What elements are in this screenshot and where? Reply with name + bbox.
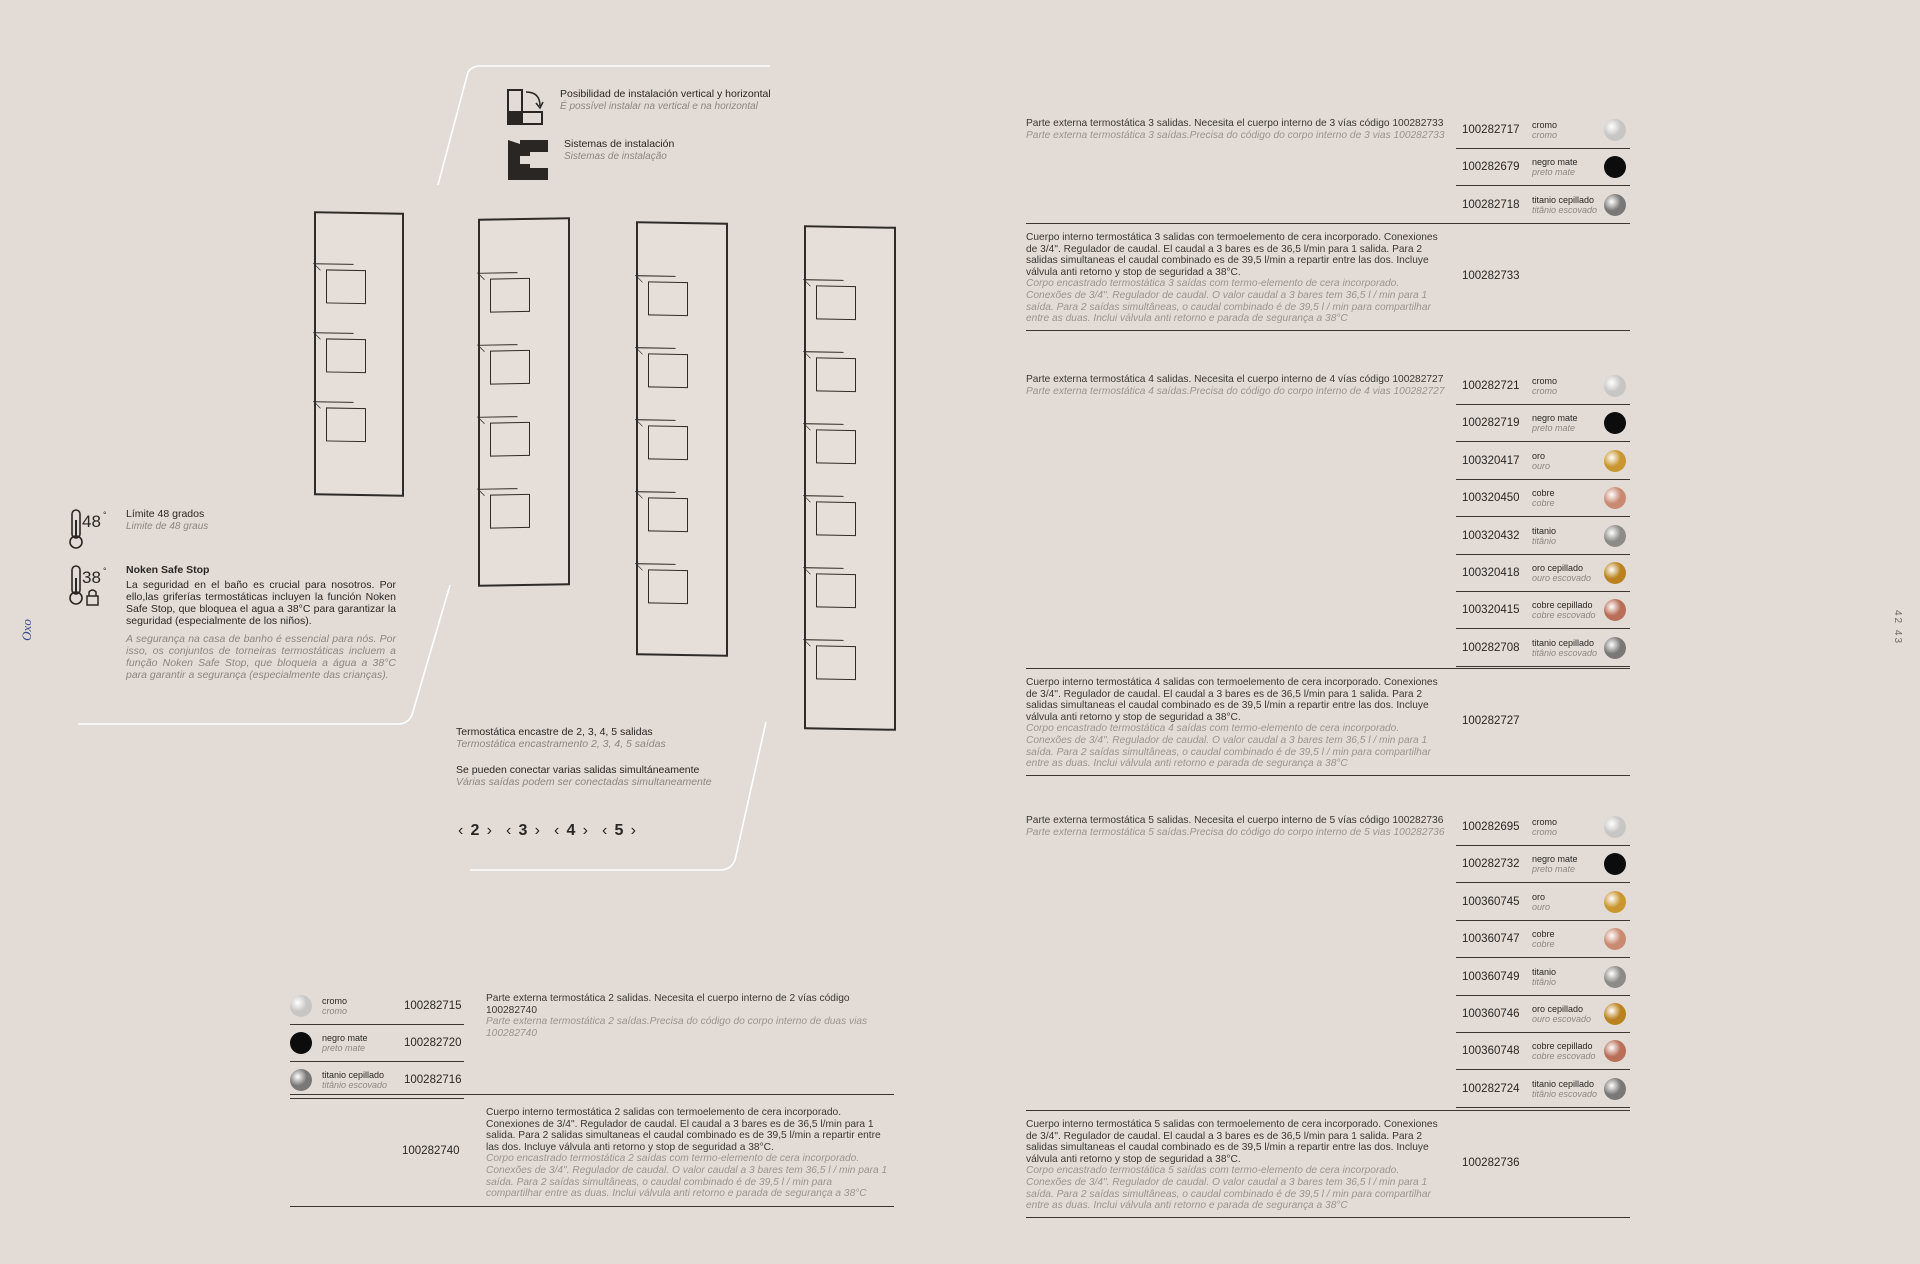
finish-label [1532, 1041, 1604, 1061]
finish-name: cromo [1532, 120, 1558, 130]
finish-name-pt: cobre escovado [1532, 1051, 1596, 1062]
left-finish-row [290, 1025, 464, 1062]
left-ext-desc [486, 993, 896, 1039]
finish-name-pt: titânio escovado [1532, 647, 1598, 658]
ext-desc [1026, 815, 1446, 838]
finish-label [1532, 638, 1604, 658]
collection-side-label: Oxo [18, 619, 34, 641]
ext-desc [1026, 374, 1446, 397]
simultaneous-title-pt: Várias saídas podem ser conectadas simultaneamente [456, 776, 712, 788]
ext-desc-es: Parte externa termostática 3 salidas. Necesita el cuerpo interno de 3 vías código 100282733 [1026, 118, 1444, 129]
finish-label [322, 1033, 404, 1053]
outlet-4-icon: ‹ 4 › [554, 822, 588, 840]
finish-swatch [1604, 412, 1626, 434]
int-desc-es: Cuerpo interno termostática 5 salidas con termoelemento de cera incorporado. Conexiones de 3/4". Regulador de caudal. El caudal a 3 bares es de 36,5 l/min para 1 salida. Para 2 salidas simultaneas el caudal combinado es de 39,5 l/min a repartir entre las dos. Incluye válvula anti retorno y stop de seguridad a 38°C. [1026, 1119, 1438, 1165]
feature-install-systems [506, 138, 674, 182]
finish-name-pt: cromo [322, 1006, 348, 1016]
feature-orientation-title: Posibilidad de instalación vertical y horizontal [560, 88, 771, 100]
left-internal-row [290, 1095, 894, 1207]
finish-name: cobre cepillado [1532, 1041, 1593, 1052]
finish-label [1532, 451, 1604, 471]
finish-name: oro cepillado [1532, 1004, 1584, 1014]
finish-name: cromo [1532, 376, 1558, 386]
finish-swatch [1604, 1003, 1626, 1025]
outlet-5-icon: ‹ 5 › [602, 822, 636, 840]
int-desc-pt: Corpo encastrado termostática 4 saídas com termo-elemento de cera incorporado. Conexões de 3/4". Regulador de caudal. O valor caudal a 3 bares tem 36,5 l / min para 1 saída. Para 2 saídas simultâneas, o caudal combinado é de 39,5 l / min para compartilhar entre as duas. Inclui válvula anti retorno e parada de segurança a 38°C [1026, 723, 1431, 770]
finish-row [1456, 846, 1630, 883]
ext-desc-pt: Parte externa termostática 5 saídas.Precisa do código do corpo interno de 5 vias 100282736 [1026, 826, 1445, 838]
int-code: 100282736 [1462, 1157, 1520, 1169]
finish-swatch [1604, 599, 1626, 621]
ext-desc-es: Parte externa termostática 4 salidas. Necesita el cuerpo interno de 4 vías código 100282727 [1026, 374, 1444, 385]
product-code: 100320415 [1462, 604, 1520, 617]
finish-name: oro [1532, 891, 1546, 902]
finish-label [1532, 600, 1604, 620]
finish-name: cobre [1532, 488, 1555, 499]
outlet-2-icon: ‹ 2 › [458, 822, 492, 840]
product-code: 100320450 [1462, 492, 1520, 505]
product-code: 100360747 [1462, 933, 1520, 946]
feature-orientation-subtitle: É possível instalar na vertical e na horizontal [560, 101, 758, 112]
finish-swatch [1604, 853, 1626, 875]
finish-swatch [1604, 1078, 1626, 1100]
finish-name-pt: cobre escovado [1532, 610, 1596, 621]
finish-label [1532, 854, 1604, 874]
finish-name-pt: cromo [1532, 386, 1558, 396]
product-code: 100320417 [1462, 454, 1520, 467]
finish-name-pt: cobre [1532, 939, 1555, 950]
finish-label [1532, 488, 1604, 508]
product-code: 100282679 [1462, 161, 1520, 174]
int-desc-es: Cuerpo interno termostática 4 salidas con termoelemento de cera incorporado. Conexiones de 3/4". Regulador de caudal. El caudal a 3 bares es de 36,5 l/min para 1 salida. Para 2 salidas simultaneas el caudal combinado es de 39,5 l/min a repartir entre las dos. Incluye válvula anti retorno y stop de seguridad a 38°C. [1026, 677, 1438, 723]
finish-swatch [290, 995, 312, 1017]
product-code: 100282720 [404, 1037, 462, 1049]
outlet-3-icon: ‹ 3 › [506, 822, 540, 840]
feature-safe-stop [68, 564, 396, 681]
temp-48-badge: 48 [82, 512, 101, 531]
finish-name-pt: ouro escovado [1532, 1014, 1592, 1024]
finish-name-pt: preto mate [1532, 167, 1576, 178]
finish-swatch [1604, 1040, 1626, 1062]
finish-label [1532, 376, 1604, 396]
finish-row [1456, 443, 1630, 480]
internal-body-row [1026, 668, 1630, 776]
finish-swatch [1604, 562, 1626, 584]
temp-limit-subtitle: Limite de 48 graus [126, 521, 209, 532]
finish-label [1532, 892, 1604, 912]
finish-name: negro mate [1532, 854, 1578, 865]
finish-row [1456, 149, 1630, 186]
ext-desc [1026, 118, 1446, 141]
finish-swatch [290, 1069, 312, 1091]
finish-row [1456, 884, 1630, 921]
product-code: 100282717 [1462, 124, 1520, 136]
panel-2-outlets [314, 211, 404, 497]
finish-name-pt: ouro [1532, 460, 1551, 471]
left-ext-desc-pt: Parte externa termostática 2 saídas.Precisa do código do corpo interno de duas vias 100282740 [486, 1016, 868, 1039]
product-code: 100320432 [1462, 529, 1520, 542]
product-code: 100282719 [1462, 417, 1520, 430]
finish-name: titanio cepillado [1532, 1078, 1595, 1089]
finish-label [1532, 563, 1604, 583]
product-code: 100282732 [1462, 858, 1520, 871]
panel-4-outlets [636, 221, 728, 657]
finish-label [1532, 967, 1604, 987]
finish-label [1532, 526, 1604, 546]
simultaneous-title: Se pueden conectar varias salidas simultáneamente [456, 764, 700, 776]
outlets-title: Termostática encastre de 2, 3, 4, 5 salidas [456, 726, 653, 738]
internal-body-row [1026, 1110, 1630, 1218]
finish-name: titanio cepillado [1532, 194, 1595, 205]
finish-swatch [290, 1032, 312, 1054]
finish-swatch [1604, 156, 1626, 178]
product-code: 100282724 [1462, 1082, 1520, 1095]
safe-stop-title: Noken Safe Stop [126, 564, 210, 576]
finish-name-pt: preto mate [322, 1043, 366, 1053]
product-code: 100360745 [1462, 895, 1520, 908]
finish-name: negro mate [322, 1033, 368, 1043]
int-code: 100282727 [1462, 715, 1520, 727]
finish-row [1456, 480, 1630, 517]
finish-name-pt: titânio [1532, 976, 1557, 987]
product-code: 100282716 [404, 1074, 462, 1086]
finish-name: negro mate [1532, 157, 1578, 168]
finish-swatch [1604, 891, 1626, 913]
finish-name: negro mate [1532, 413, 1578, 424]
finish-swatch [1604, 375, 1626, 397]
finish-name: oro [1532, 450, 1546, 461]
finish-name: cobre cepillado [1532, 600, 1593, 611]
left-int-code: 100282740 [402, 1145, 460, 1157]
outlet-count-icons [458, 822, 636, 840]
product-code: 100282721 [1462, 380, 1520, 392]
temp-38-badge: 38 [82, 568, 101, 587]
finish-swatch [1604, 119, 1626, 141]
finish-row [1456, 555, 1630, 592]
finish-row [1456, 996, 1630, 1033]
finish-row [1456, 630, 1630, 667]
finish-name: titanio cepillado [322, 1070, 385, 1080]
finish-swatch [1604, 816, 1626, 838]
finish-name-pt: titânio escovado [1532, 1088, 1598, 1099]
finish-label [1532, 929, 1604, 949]
product-code: 100360746 [1462, 1008, 1520, 1020]
panel-5-outlets [804, 225, 896, 731]
ext-desc-pt: Parte externa termostática 4 saídas.Precisa do código do corpo interno de 4 vias 100282727 [1026, 385, 1445, 397]
finish-label [1532, 1079, 1604, 1099]
feature-temp-limit [68, 508, 208, 550]
int-code: 100282733 [1462, 270, 1520, 282]
finish-swatch [1604, 194, 1626, 216]
product-code: 100282718 [1462, 198, 1520, 211]
finish-label [1532, 413, 1604, 433]
finish-name-pt: preto mate [1532, 423, 1576, 434]
finish-row [1456, 518, 1630, 555]
finish-name-pt: titânio escovado [322, 1080, 388, 1090]
internal-body-row [1026, 223, 1630, 331]
int-desc [1026, 677, 1446, 770]
finish-row [1456, 1071, 1630, 1108]
finish-row [1456, 959, 1630, 996]
feature-orientation [506, 88, 771, 128]
finish-row [1456, 1033, 1630, 1070]
outlets-title-pt: Termostática encastramento 2, 3, 4, 5 saídas [456, 738, 666, 750]
rotate-orientation-icon [506, 88, 546, 128]
install-system-icon [506, 138, 550, 182]
int-desc-pt: Corpo encastrado termostática 5 saídas com termo-elemento de cera incorporado. Conexões de 3/4". Regulador de caudal. O valor caudal a 3 bares tem 36,5 l / min para 1 saída. Para 2 saídas simultâneas, o caudal combinado é de 39,5 l / min para compartilhar entre as duas. Inclui válvula anti retorno e parada de segurança a 38°C [1026, 1165, 1431, 1212]
finish-name-pt: titânio [1532, 535, 1557, 546]
finish-name-pt: ouro escovado [1532, 573, 1592, 583]
finish-name-pt: cobre [1532, 498, 1555, 509]
finish-name: cromo [322, 996, 348, 1006]
safe-stop-body-pt: A segurança na casa de banho é essencial para nós. Por isso, os conjuntos de torneiras termostáticas incluem a função Noken Safe Stop, que bloqueia a água a 38°C para garantir a segurança (especialmente das crianças). [126, 633, 396, 681]
finish-name-pt: titânio escovado [1532, 204, 1598, 215]
thermometer-48-icon: 48 ° [68, 508, 112, 550]
finish-name-pt: cromo [1532, 827, 1558, 837]
page-numbers: 42 43 [1892, 609, 1904, 646]
finish-label [1532, 1004, 1604, 1024]
finish-name: titanio [1532, 966, 1557, 977]
int-desc [1026, 1119, 1446, 1212]
feature-install-systems-title: Sistemas de instalación [564, 138, 675, 150]
finish-label [322, 1070, 404, 1090]
finish-row [1456, 809, 1630, 846]
finish-label [1532, 157, 1604, 177]
finish-name-pt: preto mate [1532, 864, 1576, 875]
finish-swatch [1604, 928, 1626, 950]
product-code: 100282695 [1462, 821, 1520, 833]
feature-install-systems-subtitle: Sistemas de instalação [564, 151, 667, 162]
int-desc-pt: Corpo encastrado termostática 3 saídas com termo-elemento de cera incorporado. Conexões de 3/4". Regulador de caudal. O valor caudal a 3 bares tem 36,5 l / min para 1 saída. Para 2 saídas simultâneas, o caudal combinado é de 39,5 l / min para compartilhar entre as duas. Inclui válvula anti retorno e parada de segurança a 38°C [1026, 278, 1431, 325]
safe-stop-body: La seguridad en el baño es crucial para nosotros. Por ello,las griferías termostáticas incluyen la función Noken Safe Stop, que bloquea el agua a 38°C para garantizar la seguridad (especialmente de los niños). [126, 579, 396, 627]
left-int-desc [486, 1107, 888, 1200]
thermometer-lock-38-icon: 38 ° [68, 564, 112, 610]
finish-row [1456, 921, 1630, 958]
finish-name-pt: ouro [1532, 901, 1551, 912]
product-code: 100360748 [1462, 1045, 1520, 1058]
center-info [456, 726, 712, 788]
finish-label [1532, 120, 1604, 140]
finish-name: titanio cepillado [1532, 637, 1595, 648]
finish-row [1456, 368, 1630, 405]
finish-swatch [1604, 966, 1626, 988]
finish-swatch [1604, 450, 1626, 472]
finish-swatch [1604, 525, 1626, 547]
left-finish-row [290, 988, 464, 1025]
finish-swatch [1604, 487, 1626, 509]
product-code: 100360749 [1462, 970, 1520, 983]
finish-name: cromo [1532, 817, 1558, 827]
left-int-desc-pt: Corpo encastrado termostática 2 saídas com termo-elemento de cera incorporado. Conexões de 3/4". Regulador de caudal. O valor caudal a 3 bares tem 36,5 l / min para 1 saída. Para 2 saídas simultâneas, o caudal combinado é de 39,5 l / min para compartilhar entre as duas. Inclui válvula anti retorno e parada de segurança a 38°C [486, 1153, 888, 1200]
ext-desc-pt: Parte externa termostática 3 saídas.Precisa do código do corpo interno de 3 vias 100282733 [1026, 129, 1445, 141]
product-code: 100282715 [404, 1000, 462, 1012]
ext-desc-es: Parte externa termostática 5 salidas. Necesita el cuerpo interno de 5 vías código 100282736 [1026, 815, 1444, 826]
finish-name: cobre [1532, 929, 1555, 940]
finish-label [322, 996, 404, 1016]
finish-row [1456, 405, 1630, 442]
left-ext-desc-es: Parte externa termostática 2 salidas. Necesita el cuerpo interno de 2 vías código 100282740 [486, 993, 850, 1016]
finish-row [1456, 592, 1630, 629]
finish-label [1532, 817, 1604, 837]
finish-row [1456, 112, 1630, 149]
finish-row [1456, 187, 1630, 224]
product-code: 100282708 [1462, 641, 1520, 654]
temp-limit-title: Límite 48 grados [126, 508, 205, 520]
panel-3-outlets [478, 217, 570, 587]
finish-name: titanio [1532, 525, 1557, 536]
left-int-desc-es: Cuerpo interno termostática 2 salidas con termoelemento de cera incorporado. Conexiones de 3/4". Regulador de caudal. El caudal a 3 bares es de 36,5 l/min para 1 salida. Para 2 salidas simultaneas el caudal combinado es de 39,5 l/min a repartir entre las dos. Incluye válvula anti retorno y stop de seguridad a 38°C. [486, 1107, 881, 1153]
int-desc-es: Cuerpo interno termostática 3 salidas con termoelemento de cera incorporado. Conexiones de 3/4". Regulador de caudal. El caudal a 3 bares es de 36,5 l/min para 1 salida. Para 2 salidas simultaneas el caudal combinado es de 39,5 l/min a repartir entre las dos. Incluye válvula anti retorno y stop de seguridad a 38°C. [1026, 232, 1438, 278]
finish-name: oro cepillado [1532, 563, 1584, 573]
int-desc [1026, 232, 1446, 325]
finish-label [1532, 195, 1604, 215]
product-code: 100320418 [1462, 567, 1520, 579]
finish-swatch [1604, 637, 1626, 659]
finish-name-pt: cromo [1532, 130, 1558, 140]
